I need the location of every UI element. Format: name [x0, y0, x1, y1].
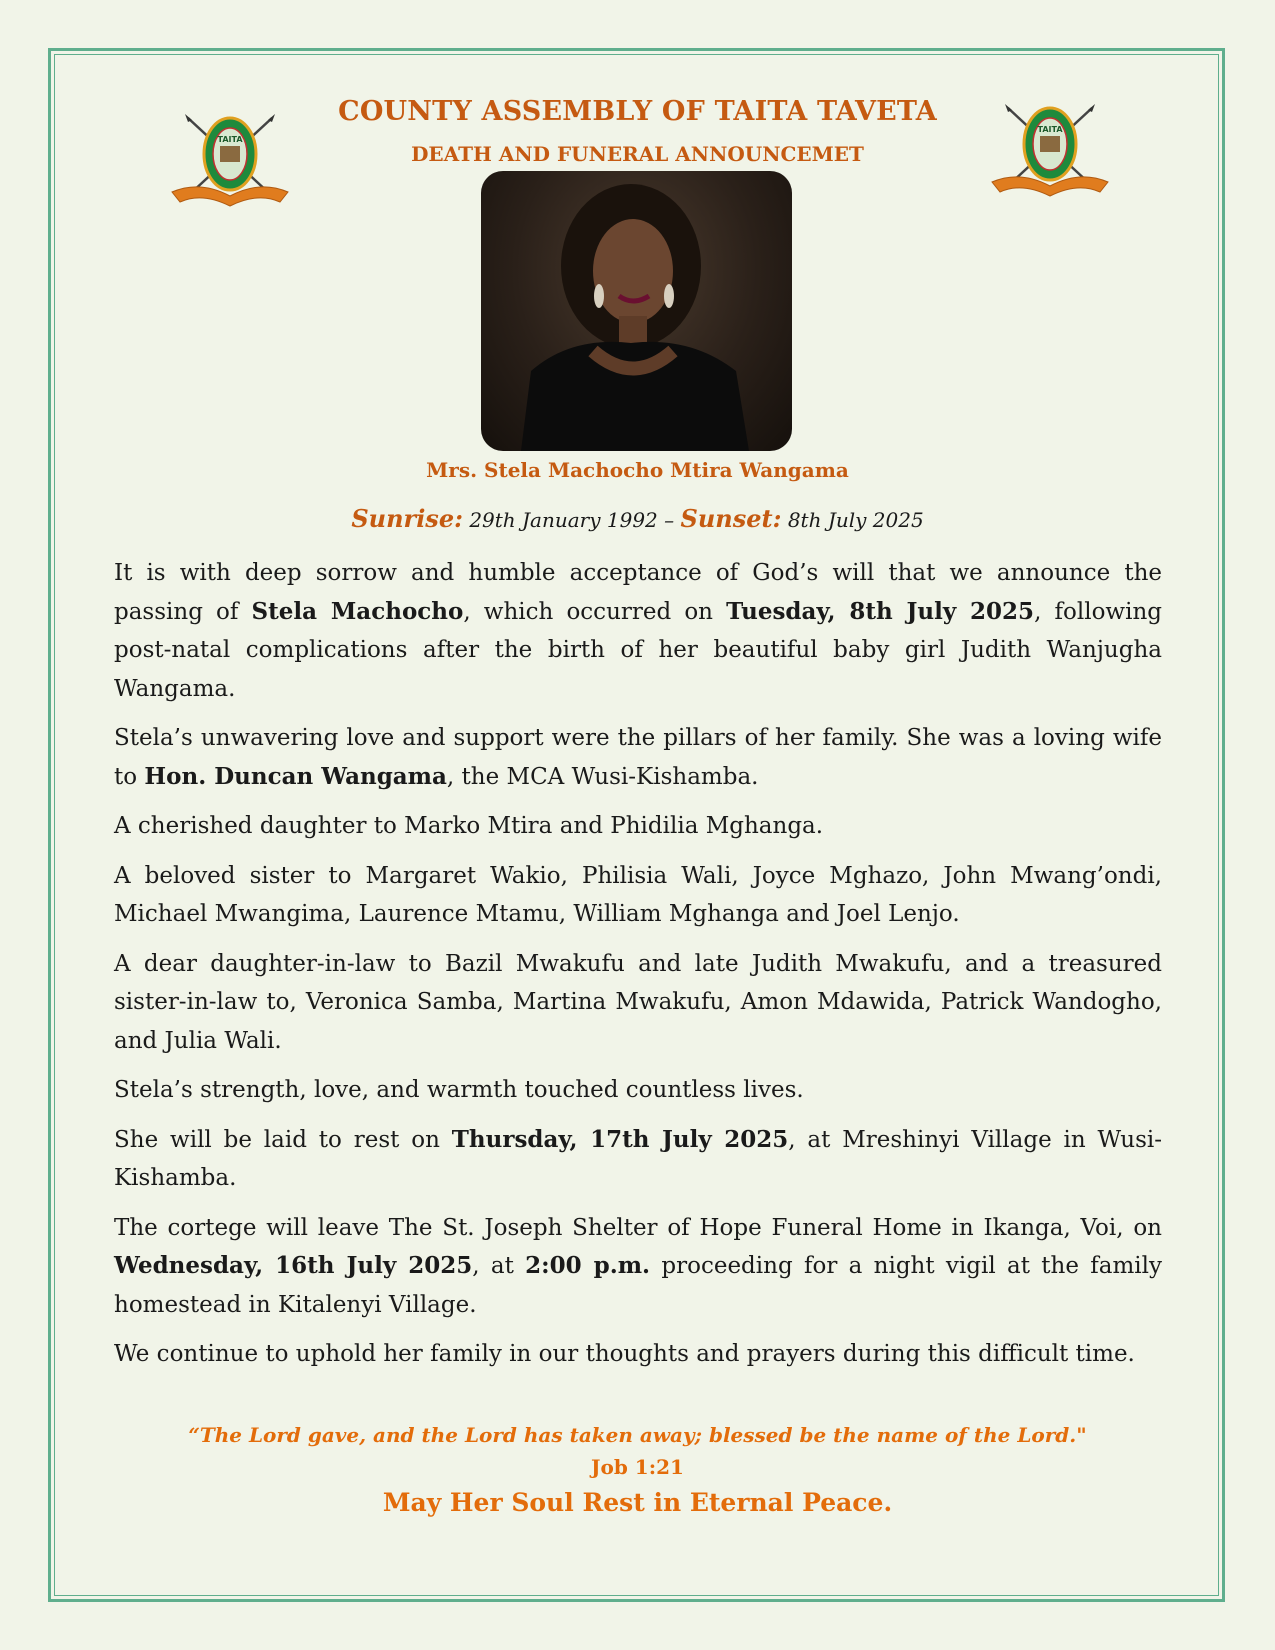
cortege-time: 2:00 p.m. [525, 1252, 651, 1279]
text: , following post-natal complications after the birth of her beautiful baby girl Judith Wanjugha Wangama. [114, 598, 1163, 702]
sunrise-label: Sunrise: [351, 504, 463, 533]
text: proceeding for a night vigil at the family homestead in Kitalenyi Village. [114, 1253, 1163, 1318]
closing-blessing: May Her Soul Rest in Eternal Peace. [382, 1488, 893, 1517]
paragraph-tribute: Stela’s strength, love, and warmth touched countless lives. [114, 1077, 804, 1103]
date-of-passing: Tuesday, 8th July 2025 [726, 597, 1035, 625]
emblem-label: TAITA [1037, 125, 1063, 134]
paragraph-in-laws: A dear daughter-in-law to Bazil Mwakufu and late Judith Mwakufu, and a treasured sister-in-law to, Veronica Samba, Martina Mwakufu, Amon Mdawida, Patrick Wandogho, and Julia Wali. [114, 950, 1162, 1054]
deceased-name: Mrs. Stela Machocho Mtira Wangama [426, 458, 849, 482]
sunset-label: Sunset: [680, 504, 782, 533]
text: The cortege will leave The St. Joseph Shelter of Hope Funeral Home in Ikanga, Voi, on [114, 1214, 1162, 1241]
text: Stela’s unwavering love and support were the pillars of her family. She was a loving wife to [114, 725, 1162, 790]
life-dates [0, 504, 1275, 533]
sunset-date: 8th July 2025 [787, 508, 924, 532]
deceased-short-name: Stela Machocho [251, 597, 464, 625]
portrait-photo [481, 171, 792, 451]
text: , at Mreshinyi Village in Wusi-Kishamba. [114, 1126, 1163, 1191]
page-subtitle: DEATH AND FUNERAL ANNOUNCEMET [411, 142, 864, 166]
portrait-illustration [481, 171, 792, 451]
burial-date: Thursday, 17th July 2025 [451, 1125, 789, 1153]
sunrise-date: 29th January 1992 [469, 508, 658, 532]
text: , at [472, 1253, 526, 1279]
text: , the MCA Wusi-Kishamba. [446, 763, 759, 790]
spouse-name: Hon. Duncan Wangama [144, 762, 447, 790]
paragraph-passing [114, 554, 1162, 708]
announcement-body [114, 554, 1162, 1385]
paragraph-cortege [114, 1209, 1162, 1325]
text: , which occurred on [463, 598, 727, 625]
cortege-date: Wednesday, 16th July 2025 [114, 1252, 473, 1279]
paragraph-siblings: A beloved sister to Margaret Wakio, Philisia Wali, Joyce Mghazo, John Mwang’ondi, Michael Mwangima, Laurence Mtamu, William Mghanga and Joel Lenjo. [114, 862, 1162, 927]
scripture-quote: “The Lord gave, and the Lord has taken away; blessed be the name of the Lord." [188, 1423, 1087, 1447]
paragraph-parents: A cherished daughter to Marko Mtira and Phidilia Mghanga. [114, 813, 824, 839]
paragraph-prayers: We continue to uphold her family in our thoughts and prayers during this difficult time. [114, 1341, 1135, 1367]
scripture-reference: Job 1:21 [591, 1455, 684, 1479]
paragraph-spouse [114, 719, 1162, 796]
emblem-label: TAITA [217, 135, 243, 144]
paragraph-burial [114, 1121, 1162, 1198]
text: It is with deep sorrow and humble acceptance of God’s will that we announce the passing of [114, 560, 1162, 625]
page-title: COUNTY ASSEMBLY OF TAITA TAVETA [338, 96, 937, 127]
date-separator: – [657, 508, 681, 532]
text: She will be laid to rest on [114, 1126, 452, 1153]
